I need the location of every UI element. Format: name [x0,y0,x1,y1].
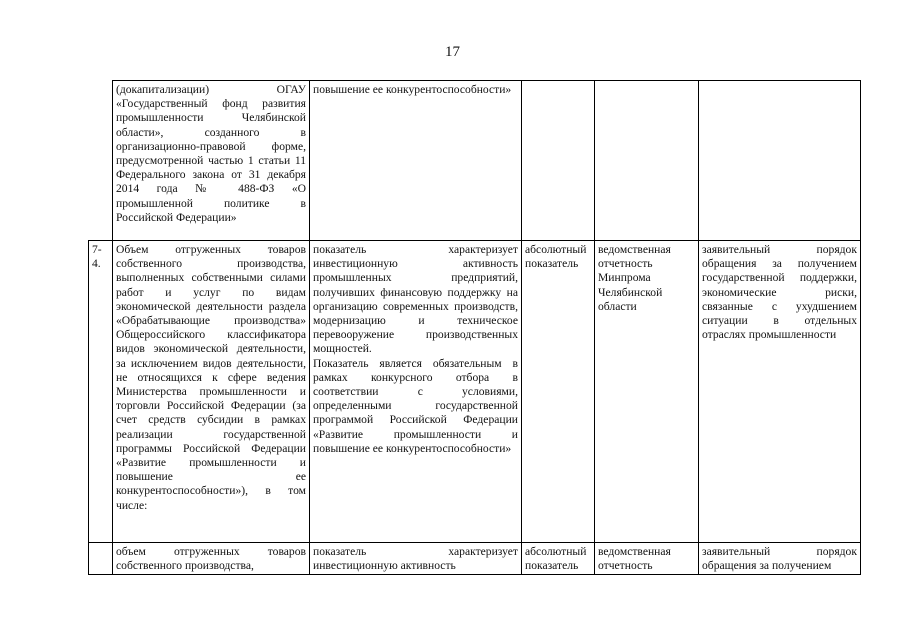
row-number: 7-4. [89,241,113,543]
indicator-name: (докапитализации) ОГАУ «Государственный фонд развития промышленности Челябинской области», созданного в организационно-правовой форме, предусмотренной частью 1 статьи 11 Федерального закона от 31 декабря 2014 года № 488-ФЗ «О промышленной политике в Российской Федерации» [113,81,310,241]
table-row [89,543,861,575]
indicator-source [595,81,699,241]
row-number [89,81,113,241]
indicator-description: повышение ее конкурентоспособности» [310,81,522,241]
indicator-unit [522,81,595,241]
indicator-risks: заявительный порядок обращения за получением [699,543,861,575]
indicator-risks: заявительный порядок обращения за получением государственной поддержки, экономические риски, связанные с ухудшением ситуации в отдельных отраслях промышленности [699,241,861,543]
indicator-unit: абсолютный показатель [522,543,595,575]
indicator-name: объем отгруженных товаров собственного производства, [113,543,310,575]
indicator-source: ведомственная отчетность Минпрома Челябинской области [595,241,699,543]
row-number [89,543,113,575]
table-row [89,81,861,241]
indicator-risks [699,81,861,241]
indicator-description: показатель характеризует инвестиционную активность промышленных предприятий, получивших финансовую поддержку на организацию современных производств, модернизацию и техническое перевооружение производственных мощностей. Показатель является обязательным в рамках конкурсного отбора в соответствии с условиями, определенными государственной программой Российской Федерации «Развитие промышленности и повышение ее конкурентоспособности» [310,241,522,543]
indicator-source: ведомственная отчетность [595,543,699,575]
indicators-table [88,80,861,575]
indicator-description: показатель характеризует инвестиционную активность [310,543,522,575]
indicator-name: Объем отгруженных товаров собственного производства, выполненных собственными силами работ и услуг по видам экономической деятельности раздела «Обрабатывающие производства» Общероссийского классификатора видов экономической деятельности, за исключением видов деятельности, не относящихся к сфере ведения Министерства промышленности и торговли Российской Федерации (за счет средств субсидии в рамках реализации государственной программы Российской Федерации «Развитие промышленности и повышение ее конкурентоспособности»), в том числе: [113,241,310,543]
table-row [89,241,861,543]
page-number: 17 [445,44,460,60]
indicator-unit: абсолютный показатель [522,241,595,543]
